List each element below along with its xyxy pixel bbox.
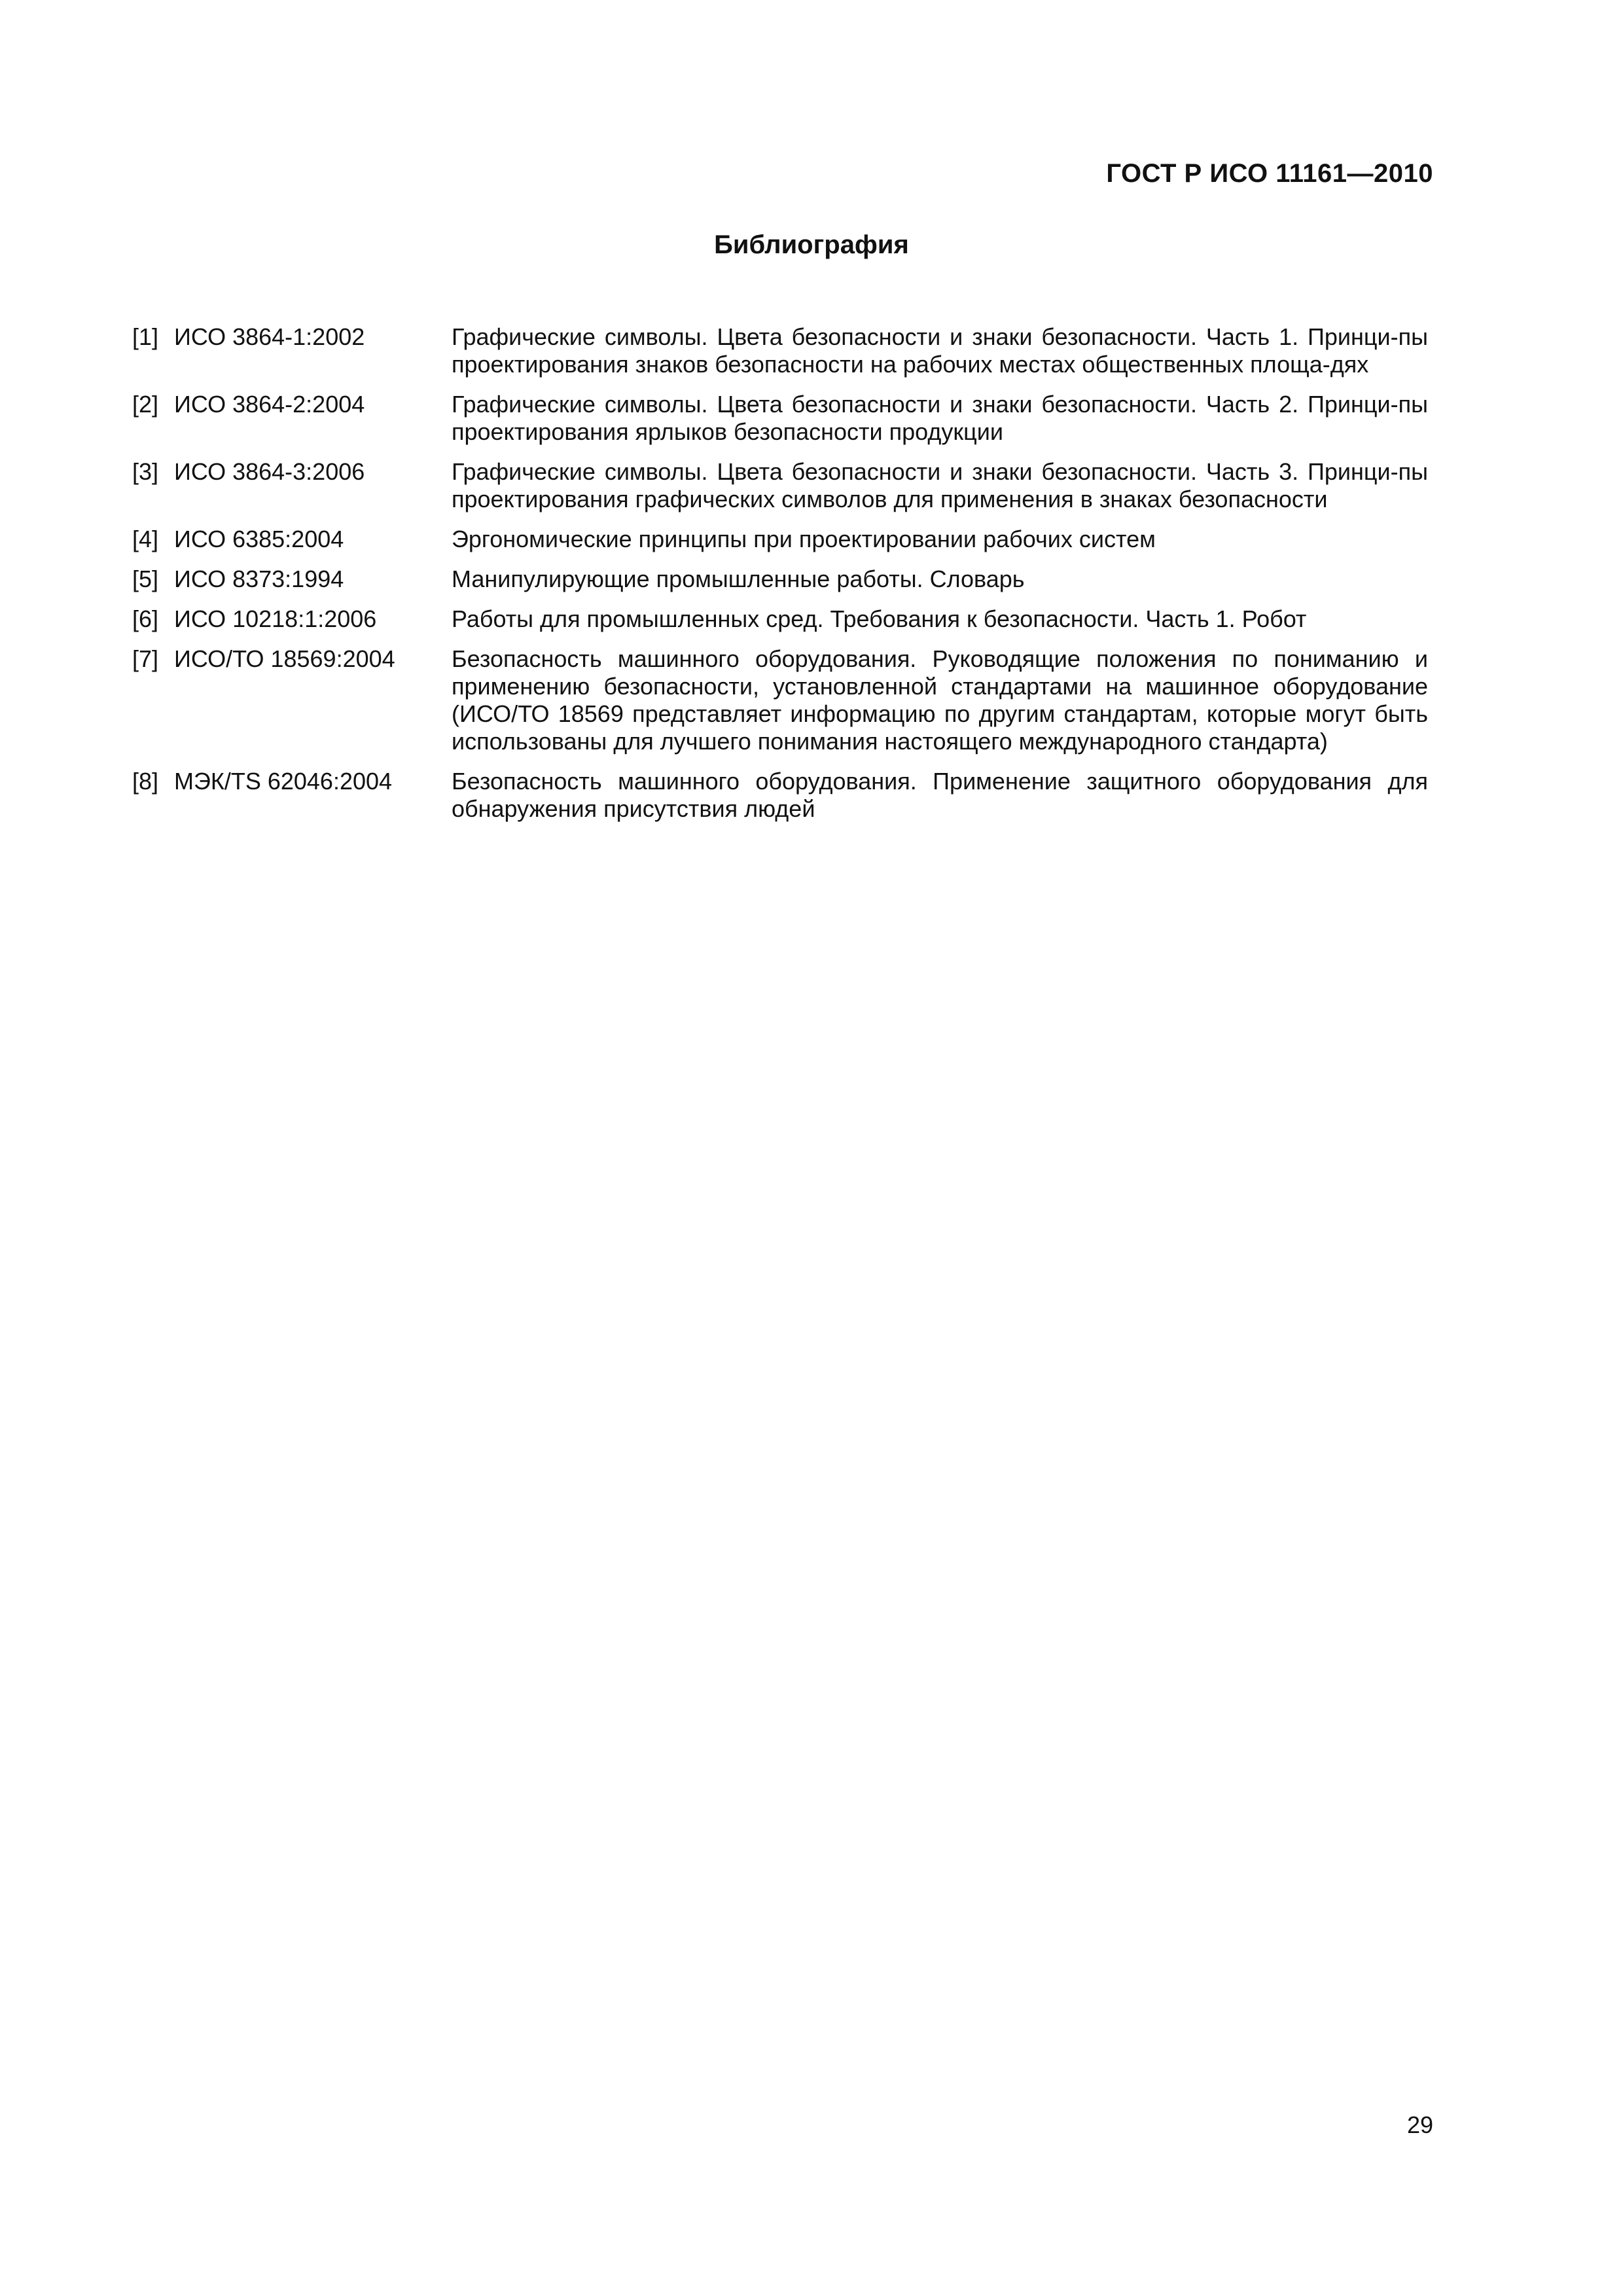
bibliography-item-code: ИСО/ТО 18569:2004 xyxy=(174,645,395,672)
bibliography-item-title: Безопасность машинного оборудования. Руководящие положения по пониманию и применению безопасности, установленной стандартами на машинное оборудование (ИСО/ТО 18569 представляет информацию по другим стандартам, которые могут быть использованы для лучшего понимания настоящего международного стандарта) xyxy=(452,645,1428,755)
bibliography-item-code: ИСО 10218:1:2006 xyxy=(174,605,377,632)
bibliography-item-number: [1] xyxy=(132,323,159,350)
bibliography-item xyxy=(132,323,1428,378)
bibliography-item-title: Графические символы. Цвета безопасности и знаки безопасности. Часть 1. Принци-пы проектирования знаков безопасности на рабочих местах общественных площа-дях xyxy=(452,323,1428,378)
bibliography-item xyxy=(132,645,1428,755)
bibliography-item xyxy=(132,605,1428,633)
bibliography-item-code: ИСО 3864-2:2004 xyxy=(174,391,365,418)
bibliography-item-code: ИСО 6385:2004 xyxy=(174,526,344,552)
document-header-code: ГОСТ Р ИСО 11161—2010 xyxy=(1106,159,1433,188)
bibliography-item-number: [3] xyxy=(132,458,159,485)
bibliography-item-number: [5] xyxy=(132,565,159,592)
bibliography-item-code: ИСО 8373:1994 xyxy=(174,565,344,592)
bibliography-list xyxy=(132,323,1428,835)
bibliography-item xyxy=(132,768,1428,823)
bibliography-item-title: Работы для промышленных сред. Требования к безопасности. Часть 1. Робот xyxy=(452,605,1307,632)
bibliography-item-title: Безопасность машинного оборудования. Применение защитного оборудования для обнаружения присутствия людей xyxy=(452,768,1428,822)
bibliography-item xyxy=(132,526,1428,553)
bibliography-item xyxy=(132,565,1428,593)
bibliography-item xyxy=(132,458,1428,513)
bibliography-item-title: Манипулирующие промышленные работы. Словарь xyxy=(452,565,1025,592)
section-title: Библиография xyxy=(714,230,909,259)
bibliography-item-title: Графические символы. Цвета безопасности и знаки безопасности. Часть 3. Принци-пы проектирования графических символов для применения в знаках безопасности xyxy=(452,458,1428,512)
bibliography-item-number: [7] xyxy=(132,645,159,672)
page-number: 29 xyxy=(1406,2111,1433,2138)
bibliography-item-code: ИСО 3864-1:2002 xyxy=(174,323,365,350)
bibliography-item xyxy=(132,391,1428,446)
bibliography-item-number: [2] xyxy=(132,391,159,418)
bibliography-item-number: [6] xyxy=(132,605,159,632)
bibliography-item-title: Эргономические принципы при проектировании рабочих систем xyxy=(452,526,1156,552)
bibliography-item-code: ИСО 3864-3:2006 xyxy=(174,458,365,485)
bibliography-item-number: [4] xyxy=(132,526,159,552)
bibliography-item-code: МЭК/TS 62046:2004 xyxy=(174,768,393,795)
bibliography-item-number: [8] xyxy=(132,768,159,795)
bibliography-item-title: Графические символы. Цвета безопасности и знаки безопасности. Часть 2. Принци-пы проектирования ярлыков безопасности продукции xyxy=(452,391,1428,445)
